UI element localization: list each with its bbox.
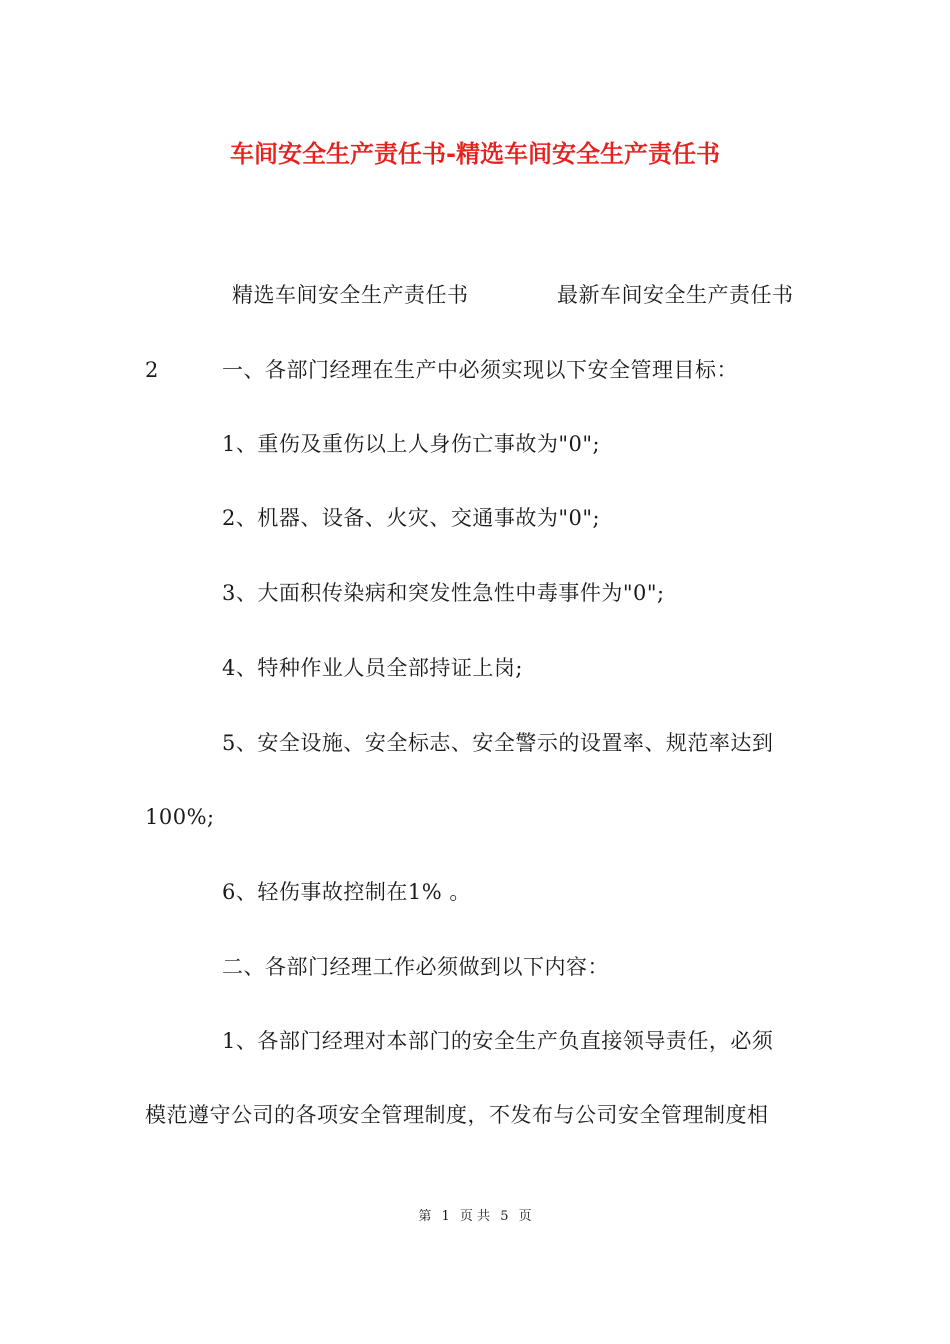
footer-prefix: 第 bbox=[418, 1209, 432, 1224]
page-marker: 2 bbox=[145, 358, 159, 382]
paragraph: 3、大面积传染病和突发性急性中毒事件为"0"; bbox=[222, 581, 665, 605]
footer-mid: 页 共 bbox=[459, 1209, 491, 1224]
paragraph: 模范遵守公司的各项安全管理制度，不发布与公司安全管理制度相 bbox=[145, 1103, 769, 1127]
footer-suffix: 页 bbox=[518, 1209, 532, 1224]
paragraph: 2、机器、设备、火灾、交通事故为"0"; bbox=[222, 506, 601, 530]
section-heading-1: 一、各部门经理在生产中必须实现以下安全管理目标： bbox=[222, 358, 738, 382]
section-heading-2: 二、各部门经理工作必须做到以下内容： bbox=[222, 955, 609, 979]
subtitle-right: 最新车间安全生产责任书 bbox=[557, 283, 794, 307]
paragraph: 1、各部门经理对本部门的安全生产负直接领导责任，必须 bbox=[222, 1029, 774, 1053]
footer-total-pages: 5 bbox=[500, 1209, 509, 1224]
subtitle-left: 精选车间安全生产责任书 bbox=[232, 283, 469, 307]
paragraph: 100%; bbox=[145, 805, 215, 829]
document-title: 车间安全生产责任书-精选车间安全生产责任书 bbox=[230, 140, 720, 168]
page-footer bbox=[0, 1208, 950, 1226]
paragraph: 6、轻伤事故控制在1% 。 bbox=[222, 880, 471, 904]
paragraph: 1、重伤及重伤以上人身伤亡事故为"0"; bbox=[222, 432, 601, 456]
paragraph: 5、安全设施、安全标志、安全警示的设置率、规范率达到 bbox=[222, 731, 774, 755]
footer-current-page: 1 bbox=[441, 1209, 450, 1224]
paragraph: 4、特种作业人员全部持证上岗; bbox=[222, 656, 523, 680]
